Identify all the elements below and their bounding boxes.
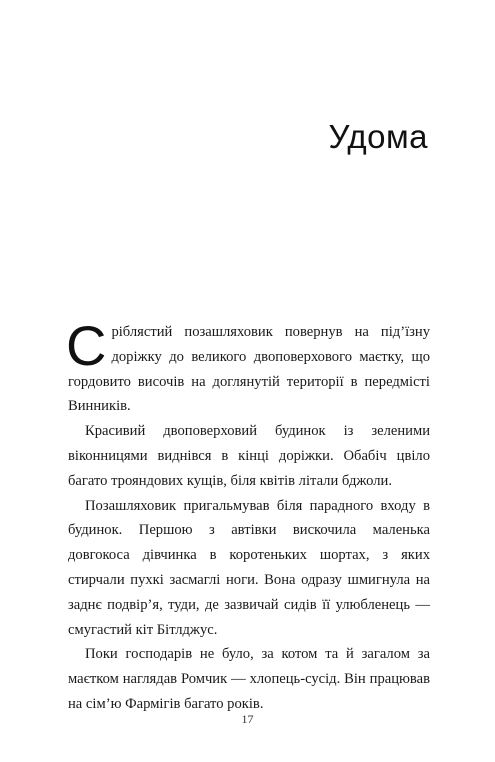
drop-cap: С [66,314,107,377]
body-text [66,314,430,717]
paragraph-4: Поки господарів не було, за котом та й загалом за маєтком наглядав Ромчик — хлопець-сусід. Він працював на сім’ю Фармігів багато років. [68,646,430,712]
paragraph-1 [66,314,430,419]
chapter-title: Удома [328,118,428,155]
paragraph-2: Красивий двоповерховий будинок із зеленими віконницями виднівся в кінці доріжки. Обабіч цвіло багато трояндових кущів, біля квітів літали бджоли. [68,423,430,489]
page-number: 17 [241,712,254,726]
paragraph-1-text: ріблястий позашляховик повернув на під’їзну доріжку до великого двоповерхового маєтку, що гордовито височів на доглянутій території в передмісті Винників. [68,324,430,415]
paragraph-3: Позашляховик пригальмував біля парадного входу в будинок. Першою з автівки вискочила маленька довгокоса дівчинка в коротеньких шортах, з яких стирчали пухкі засмаглі ноги. Вона одразу шмигнула на заднє подвір’я, туди, де зазвичай сидів її улюбленець — смугастий кіт Бітлджус. [68,497,430,638]
